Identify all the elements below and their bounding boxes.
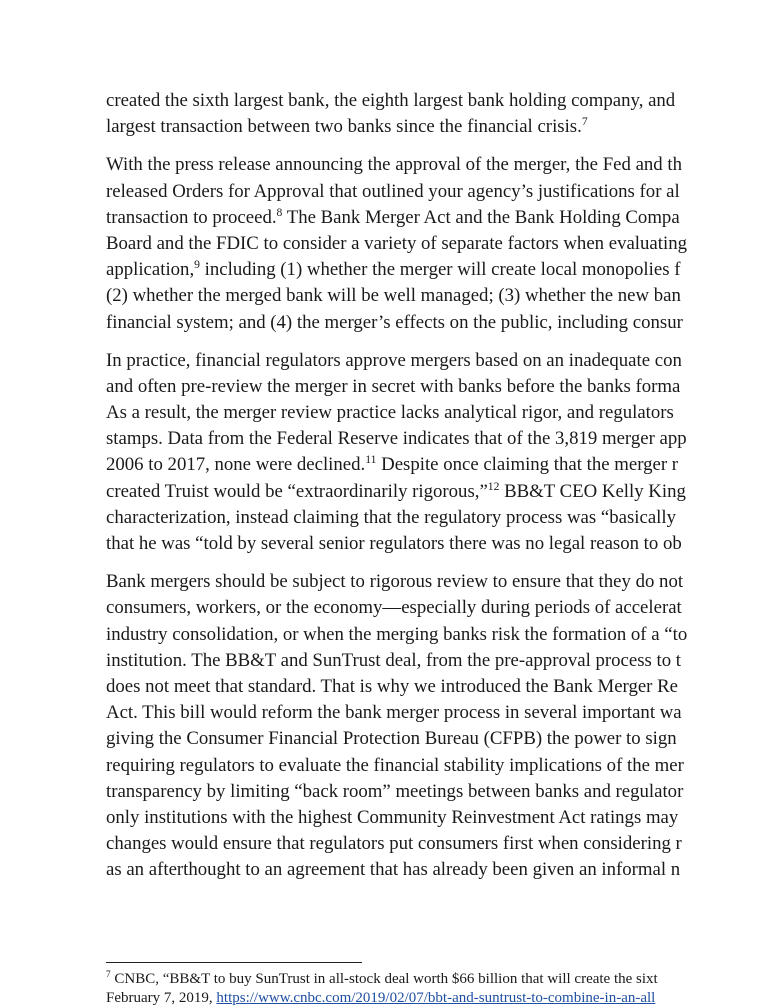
text-line: as an afterthought to an agreement that has already been given an informal n	[106, 859, 681, 881]
text-line: In practice, financial regulators approve mergers based on an inadequate con	[106, 349, 682, 371]
footnote-separator	[106, 962, 362, 963]
text-line: transparency by limiting “back room” meetings between banks and regulator	[106, 780, 684, 802]
text-line: institution. The BB&T and SunTrust deal, from the pre-approval process to t	[106, 649, 682, 671]
text-line: giving the Consumer Financial Protection Bureau (CFPB) the power to sign	[106, 728, 677, 750]
text-line: financial system; and (4) the merger’s effects on the public, including consur	[106, 311, 683, 333]
text-line: requiring regulators to evaluate the financial stability implications of the mer	[106, 754, 684, 776]
text-line: changes would ensure that regulators put consumers first when considering r	[106, 833, 682, 855]
footnote-ref[interactable]: 7	[581, 114, 588, 128]
text-line: (2) whether the merged bank will be well managed; (3) whether the new ban	[106, 285, 681, 307]
text-line: and often pre-review the merger in secret with banks before the banks forma	[106, 375, 681, 397]
text-line: created Truist would be “extraordinarily rigorous,”$^{12}$ BB&T CEO Kelly King	[106, 479, 686, 502]
text-line: largest transaction between two banks since the financial crisis.$^7$	[106, 114, 588, 138]
text-line: consumers, workers, or the economy—especially during periods of accelerat	[106, 597, 682, 619]
text-line: stamps. Data from the Federal Reserve indicates that of the 3,819 merger app	[106, 428, 687, 450]
footnote-ref[interactable]: 9	[194, 257, 200, 271]
text-line: characterization, instead claiming that the regulatory process was “basically	[106, 506, 676, 528]
text-line: 2006 to 2017, none were declined.$^{11}$ Despite once claiming that the merger r	[106, 453, 679, 476]
text-line: only institutions with the highest Community Reinvestment Act ratings may	[106, 806, 679, 828]
text-line: created the sixth largest bank, the eighth largest bank holding company, and	[106, 90, 676, 111]
footnotes	[106, 970, 758, 1006]
text-line: Act. This bill would reform the bank merger process in several important wa	[106, 702, 682, 724]
body-text	[106, 88, 758, 895]
text-line: Board and the FDIC to consider a variety of separate factors when evaluating	[106, 232, 687, 254]
footnote-link[interactable]: https://www.cnbc.com/2019/02/07/bbt-and-suntrust-to-combine-in-an-all	[216, 990, 656, 1006]
paragraph-1	[106, 88, 758, 140]
text-line: As a result, the merger review practice lacks analytical rigor, and regulators	[106, 402, 674, 424]
text-line: does not meet that standard. That is why we introduced the Bank Merger Re	[106, 675, 678, 697]
paragraph-2	[106, 152, 758, 335]
footnote-ref[interactable]: 11	[365, 453, 377, 467]
text-line: released Orders for Approval that outlined your agency’s justifications for al	[106, 180, 680, 202]
footnote-ref[interactable]: 8	[276, 205, 283, 219]
text-line: transaction to proceed.$^8$ The Bank Merger Act and the Bank Holding Compa	[106, 205, 680, 228]
footnote-ref[interactable]: 12	[487, 479, 500, 493]
text-line: With the press release announcing the approval of the merger, the Fed and th	[106, 154, 683, 176]
text-line: industry consolidation, or when the merging banks risk the formation of a “to	[106, 623, 688, 645]
text-line: application,$^9$ including (1) whether the merger will create local monopolies f	[106, 257, 681, 281]
footnote-number: 7	[106, 970, 111, 981]
text-line: Bank mergers should be subject to rigorous review to ensure that they do not	[106, 571, 684, 593]
paragraph-4	[106, 569, 758, 883]
footnote-7-cont: February 7, 2019, https://www.cnbc.com/2019/02/07/bbt-and-suntrust-to-combine-in-an-all	[106, 990, 656, 1006]
text-line: that he was “told by several senior regulators there was no legal reason to ob	[106, 533, 682, 554]
paragraph-3	[106, 348, 758, 558]
footnote-7: $^7$ CNBC, “BB&T to buy SunTrust in all-stock deal worth $66 billion that will create the sixt	[106, 970, 658, 987]
